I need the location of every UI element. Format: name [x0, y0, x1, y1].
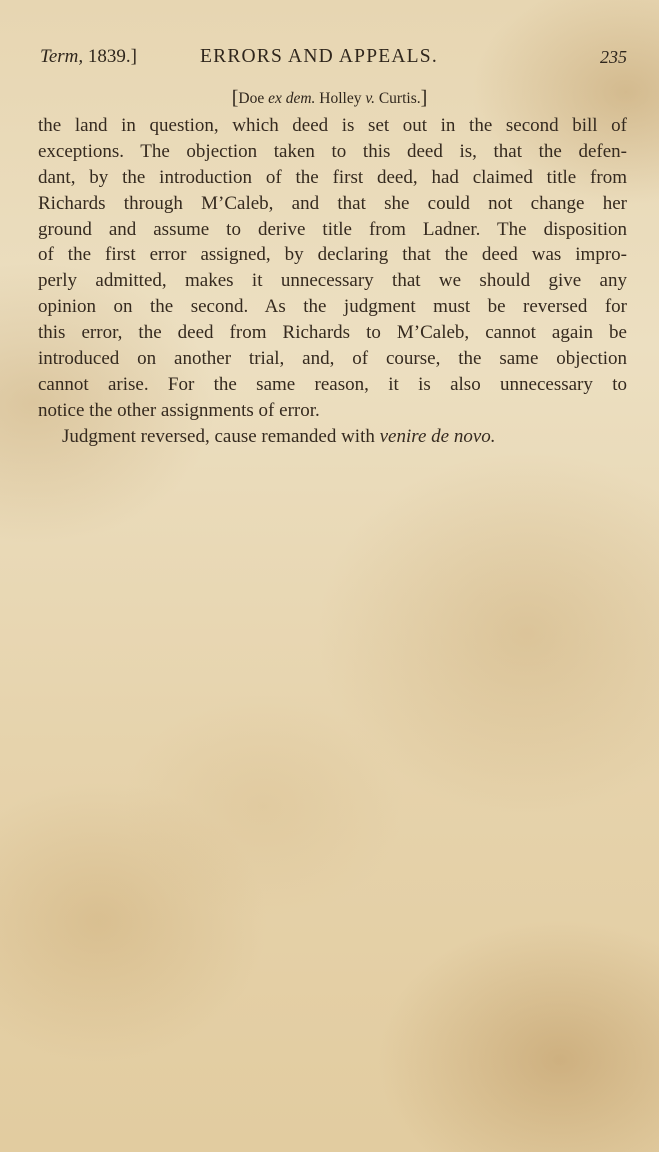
header-term-label: Term,	[40, 46, 84, 67]
opinion-text	[38, 113, 627, 450]
page-number: 235	[600, 47, 627, 67]
text-line: of the first error assigned, by declaring that the deed was impro-	[38, 244, 627, 266]
caption-defendant: Curtis.	[378, 90, 421, 107]
judgment-line	[38, 424, 627, 450]
text-line: ground and assume to derive title from Ladner. The disposition	[38, 218, 627, 240]
caption-close-bracket: ]	[420, 87, 428, 109]
text-line: cannot arise. For the same reason, it is also unnecessary to	[38, 373, 627, 395]
header-title: ERRORS AND APPEALS.	[200, 46, 438, 67]
text-line: perly admitted, makes it unnecessary that we should give any	[38, 270, 627, 292]
text-line: opinion on the second. As the judgment must be reversed for	[38, 296, 627, 318]
judgment-text: Judgment reversed, cause remanded with	[62, 425, 375, 447]
text-line: exceptions. The objection taken to this deed is, that the defen-	[38, 140, 627, 162]
text-line: this error, the deed from Richards to M’Caleb, cannot again be	[38, 322, 627, 344]
judgment-italic: venire de novo.	[379, 425, 496, 447]
text-line: the land in question, which deed is set out in the second bill of	[38, 115, 627, 136]
caption-ex-dem: ex dem.	[268, 90, 316, 107]
text-line: notice the other assignments of error.	[38, 399, 320, 421]
running-header	[40, 46, 627, 72]
caption-versus: v.	[365, 90, 375, 107]
text-line: dant, by the introduction of the first deed, had claimed title from	[38, 166, 627, 188]
caption-plaintiff: Holley	[319, 90, 362, 107]
case-caption	[0, 86, 659, 109]
text-line: introduced on another trial, and, of course, the same objection	[38, 348, 627, 370]
caption-open-bracket: [	[231, 87, 239, 109]
header-term	[40, 46, 137, 68]
text-line: Richards through M’Caleb, and that she could not change her	[38, 192, 627, 214]
header-year: 1839.]	[87, 46, 137, 67]
caption-prefix: Doe	[238, 90, 265, 107]
